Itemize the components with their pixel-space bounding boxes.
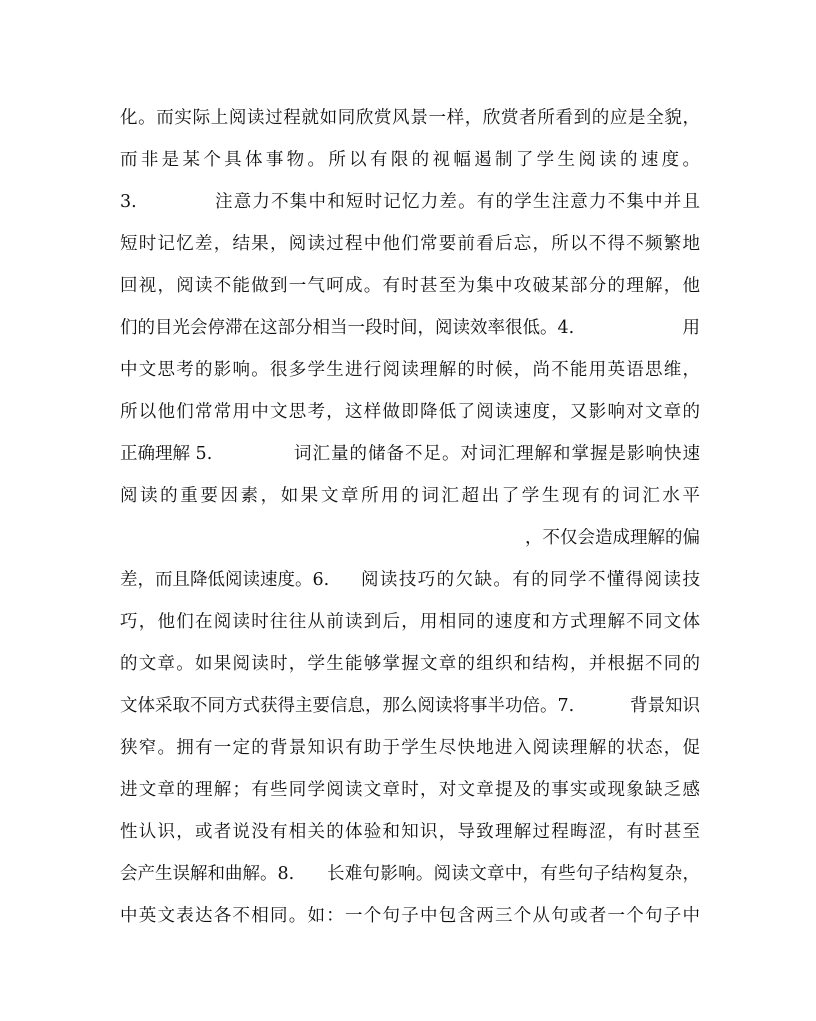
paragraph-line-5: 回视，阅读不能做到一气呵成。有时甚至为集中攻破某部分的理解，他 — [120, 276, 700, 296]
paragraph-line-6-tail: 用 — [682, 318, 700, 338]
paragraph-line-2: 而非是某个具体事物。所以有限的视幅遏制了学生阅读的速度。 — [120, 150, 700, 170]
list-number-3: 3. — [120, 192, 137, 212]
paragraph-line-17: 进文章的理解；有些同学阅读文章时，对文章提及的事实或现象缺乏感 — [120, 780, 700, 800]
list-number-7: 文体采取不同方式获得主要信息，那么阅读将事半功倍。7. — [120, 696, 575, 716]
list-number-6: 差，而且降低阅读速度。6. — [120, 570, 330, 590]
paragraph-line-12: 阅读技巧的欠缺。有的同学不懂得阅读技 — [361, 570, 700, 590]
paragraph-line-15-tail: 背景知识 — [630, 696, 700, 716]
paragraph-line-3: 注意力不集中和短时记忆力差。有的学生注意力不集中并且 — [215, 192, 700, 212]
paragraph-line-13: 巧，他们在阅读时往往从前读到后，用相同的速度和方式理解不同文体 — [120, 612, 700, 632]
paragraph-line-16: 狭窄。拥有一定的背景知识有助于学生尽快地进入阅读理解的状态，促 — [120, 738, 700, 758]
paragraph-line-7: 中文思考的影响。很多学生进行阅读理解的时候，尚不能用英语思维， — [120, 360, 700, 380]
paragraph-line-4: 短时记忆差，结果，阅读过程中他们常要前看后忘，所以不得不频繁地 — [120, 234, 700, 254]
list-number-5: 正确理解 5. — [120, 444, 213, 464]
paragraph-line-6: 们的目光会停滞在这部分相当一段时间，阅读效率很低。4. — [120, 318, 575, 338]
paragraph-line-1: 化。而实际上阅读过程就如同欣赏风景一样，欣赏者所看到的应是全貌， — [120, 108, 700, 128]
paragraph-line-8: 所以他们常常用中文思考，这样做即降低了阅读速度，又影响对文章的 — [120, 402, 700, 422]
paragraph-line-11: ，不仅会造成理解的偏 — [525, 528, 700, 548]
paragraph-line-18: 性认识，或者说没有相关的体验和知识，导致理解过程晦涩，有时甚至 — [120, 822, 700, 842]
paragraph-line-9: 词汇量的储备不足。对词汇理解和掌握是影响快速 — [294, 444, 700, 464]
paragraph-line-10: 阅读的重要因素，如果文章所用的词汇超出了学生现有的词汇水平 — [120, 486, 700, 506]
paragraph-line-20: 中英文表达各不相同。如：一个句子中包含两三个从句或者一个句子中 — [120, 906, 700, 926]
paragraph-line-19: 长难句影响。阅读文章中，有些句子结构复杂， — [327, 864, 700, 884]
list-number-8: 会产生误解和曲解。8. — [120, 864, 295, 884]
paragraph-line-14: 的文章。如果阅读时，学生能够掌握文章的组织和结构，并根据不同的 — [120, 654, 700, 674]
